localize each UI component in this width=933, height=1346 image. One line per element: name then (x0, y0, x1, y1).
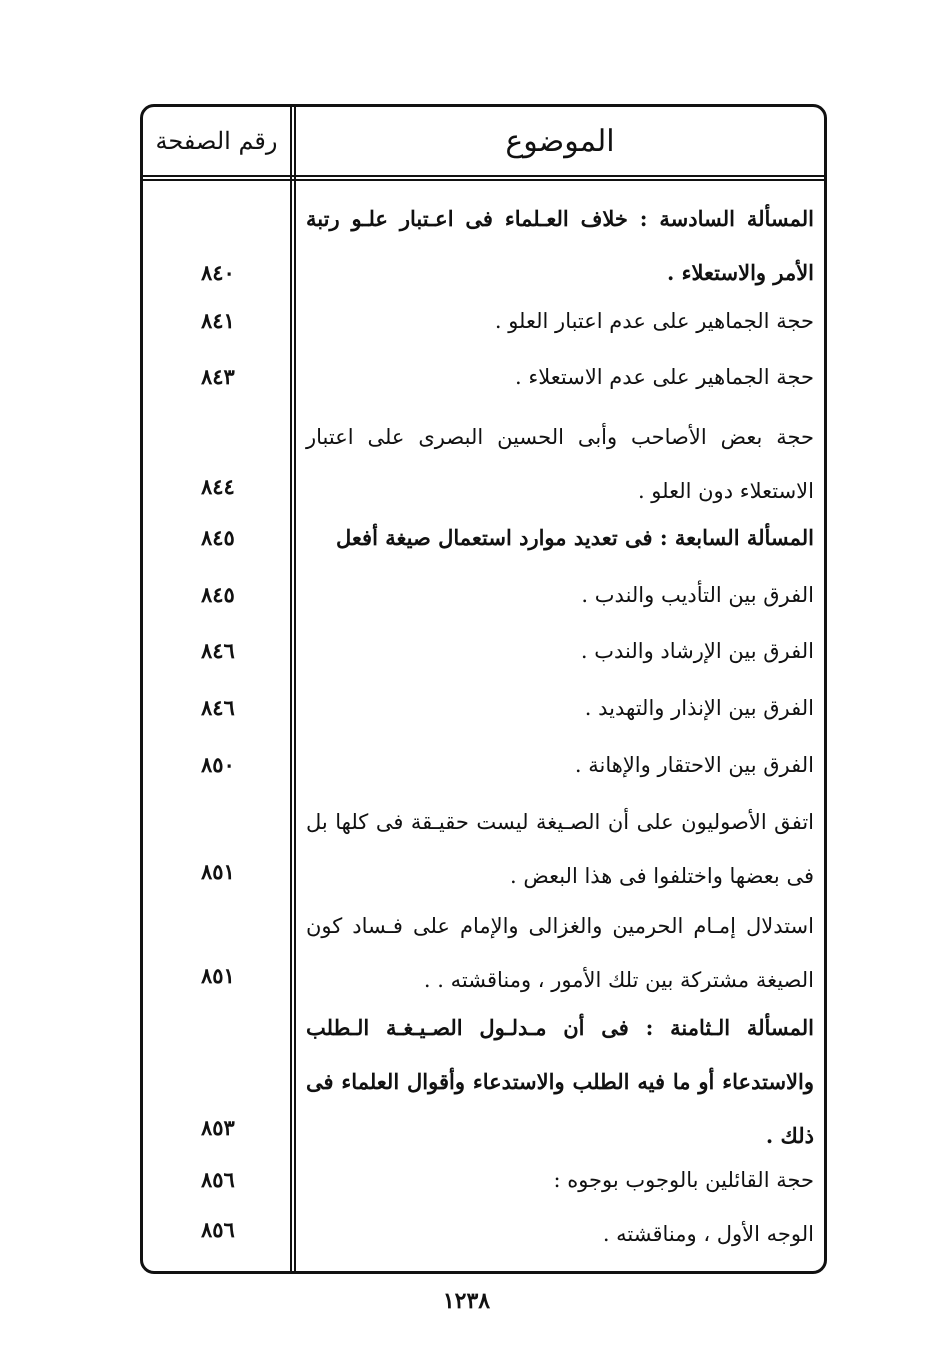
list-item (143, 1153, 824, 1207)
list-item (143, 738, 824, 792)
entry-topic: استدلال إمـام الحرمين والغزالى والإمام على فـساد كون الصيغة مشتركة بين تلك الأمور ، ومناقشته . . (306, 914, 814, 992)
entry-page: ٨٤٥ (201, 582, 235, 607)
entry-page: ٨٥٠ (201, 752, 235, 777)
list-item (143, 294, 824, 348)
entry-page: ٨٥٦ (201, 1217, 235, 1242)
topic-column-header: الموضوع (505, 123, 615, 159)
entry-topic: الفرق بين الاحتقار والإهانة . (574, 753, 814, 777)
entry-page: ٨٥٣ (201, 1115, 235, 1140)
entry-topic: المسألة الـثامنة : فى أن مـدلـول الصـيـغـة الـطلب والاستدعاء أو ما فيه الطلب والاستدعاء وأقوال العلماء فى ذلك . (306, 1015, 814, 1148)
entry-topic: الفرق بين الإنذار والتهديد . (584, 696, 814, 720)
entry-topic: حجة الجماهير على عدم اعتبار العلو . (494, 309, 814, 333)
header-separator (143, 175, 824, 181)
entry-page: ٨٥١ (201, 859, 235, 884)
list-item (143, 350, 824, 404)
list-item (143, 624, 824, 678)
list-item (143, 192, 824, 300)
list-item (143, 511, 824, 565)
entry-topic: المسألة السابعة : فى تعديد موارد استعمال صيغة أفعل (336, 525, 814, 550)
list-item (143, 681, 824, 735)
entry-topic: المسألة السادسة : خلاف العـلماء فى اعـتبار علـو رتبة الأمر والاستعلاء . (306, 206, 814, 285)
page-number: ١٢٣٨ (442, 1288, 491, 1314)
entry-topic: حجة القائلين بالوجوب بوجوه : (553, 1168, 814, 1192)
entry-page: ٨٤٤ (201, 474, 235, 499)
entry-page: ٨٤٦ (201, 695, 235, 720)
entry-page: ٨٥١ (201, 963, 235, 988)
list-item (143, 1207, 824, 1261)
entry-topic: الفرق بين التأديب والندب . (581, 583, 814, 607)
entry-topic: الفرق بين الإرشاد والندب . (580, 639, 814, 663)
entry-page: ٨٤٦ (201, 638, 235, 663)
list-item (143, 1001, 824, 1163)
entry-page: ٨٤٠ (201, 260, 235, 285)
contents-table (140, 104, 827, 1274)
entry-page: ٨٤٣ (201, 364, 235, 389)
entry-topic: اتفق الأصوليون على أن الصـيغة ليست حقيـقة فى كلها بل فى بعضها واختلفوا فى هذا البعض . (306, 810, 814, 888)
list-item (143, 795, 824, 903)
entry-page: ٨٤١ (201, 308, 235, 333)
entry-topic: حجة الجماهير على عدم الاستعلاء . (515, 365, 814, 389)
entry-page: ٨٥٦ (201, 1167, 235, 1192)
list-item (143, 568, 824, 622)
list-item (143, 410, 824, 518)
list-item (143, 899, 824, 1007)
entry-topic: حجة بعض الأصاحب وأبى الحسين البصرى على اعتبار الاستعلاء دون العلو . (306, 425, 814, 503)
page-number-column-header: رقم الصفحة (155, 127, 278, 155)
entry-page: ٨٤٥ (201, 525, 235, 550)
entry-topic: الوجه الأول ، ومناقشته . (602, 1222, 814, 1246)
